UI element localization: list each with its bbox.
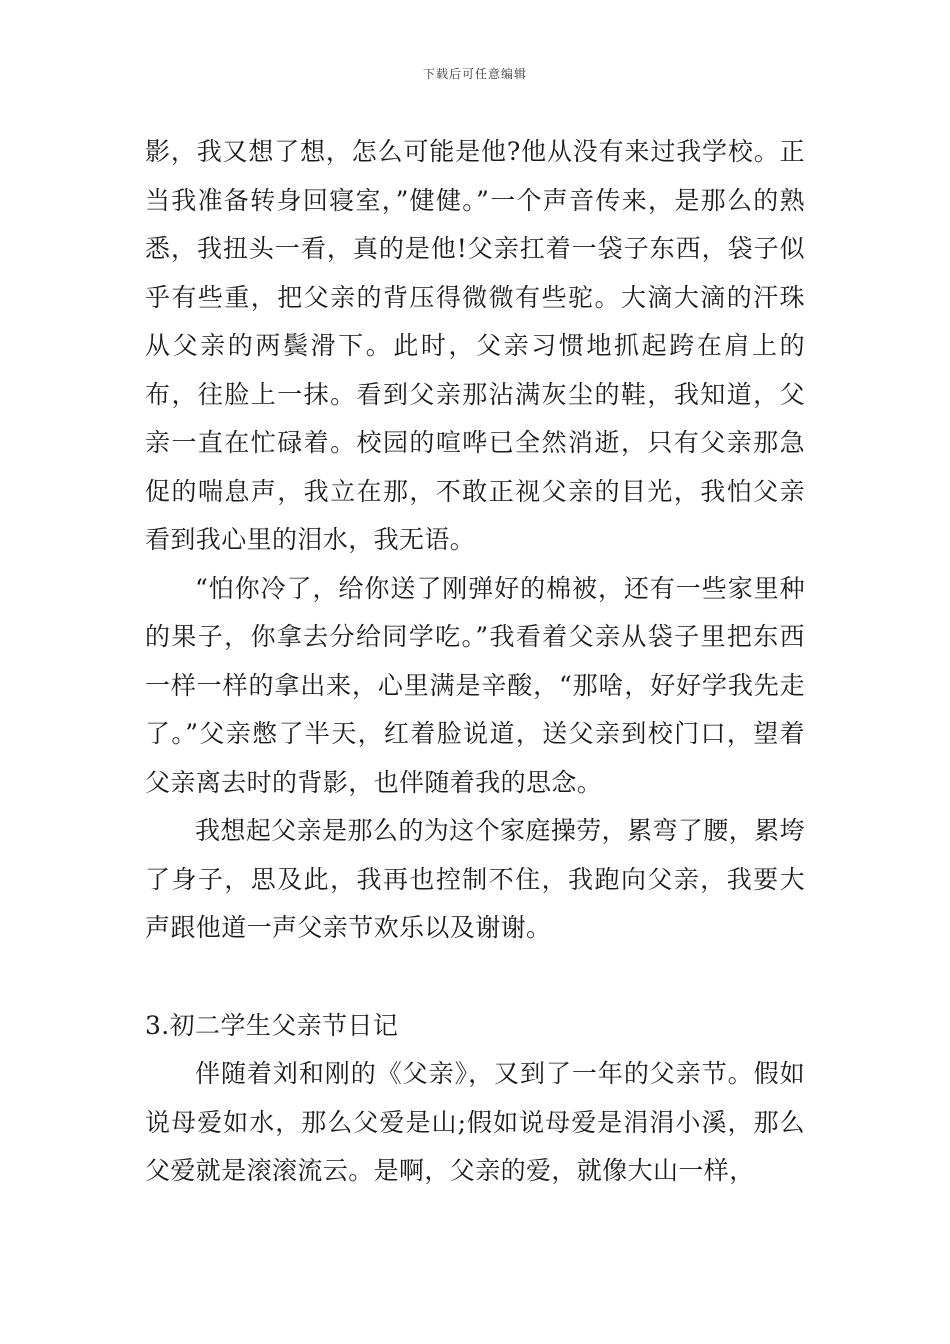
paragraph-reflection: 我想起父亲是那么的为这个家庭操劳，累弯了腰，累垮了身子，思及此，我再也控制不住，我跑向父亲，我要大声跟他道一声父亲节欢乐以及谢谢。 xyxy=(145,816,805,942)
document-body xyxy=(145,128,805,1196)
section-heading: 3.初二学生父亲节日记 xyxy=(145,1010,399,1040)
paragraph-section-intro: 伴随着刘和刚的《父亲》，又到了一年的父亲节。假如说母爱如水，那么父爱是山;假如说母爱是涓涓小溪，那么父爱就是滚滚流云。是啊，父亲的爱，就像大山一样， xyxy=(145,1059,805,1185)
paragraph-continuation: 影，我又想了想，怎么可能是他?他从没有来过我学校。正当我准备转身回寝室，”健健。”一个声音传来，是那么的熟悉，我扭头一看，真的是他!父亲扛着一袋子东西，袋子似乎有些重，把父亲的背压得微微有些驼。大滴大滴的汗珠从父亲的两鬓滑下。此时，父亲习惯地抓起跨在肩上的布，往脸上一抹。看到父亲那沾满灰尘的鞋，我知道，父亲一直在忙碌着。校园的喧哗已全然消逝，只有父亲那急促的喘息声，我立在那，不敢正视父亲的目光，我怕父亲看到我心里的泪水，我无语。 xyxy=(145,137,805,554)
page-header: 下载后可任意编辑 xyxy=(422,67,527,81)
paragraph-father-visit: “怕你冷了，给你送了刚弹好的棉被，还有一些家里种的果子，你拿去分给同学吃。”我看着父亲从袋子里把东西一样一样的拿出来，心里满是辛酸，“那啥，好好学我先走了。”父亲憋了半天，红着脸说道，送父亲到校门口，望着父亲离去时的背影，也伴随着我的思念。 xyxy=(145,573,805,797)
